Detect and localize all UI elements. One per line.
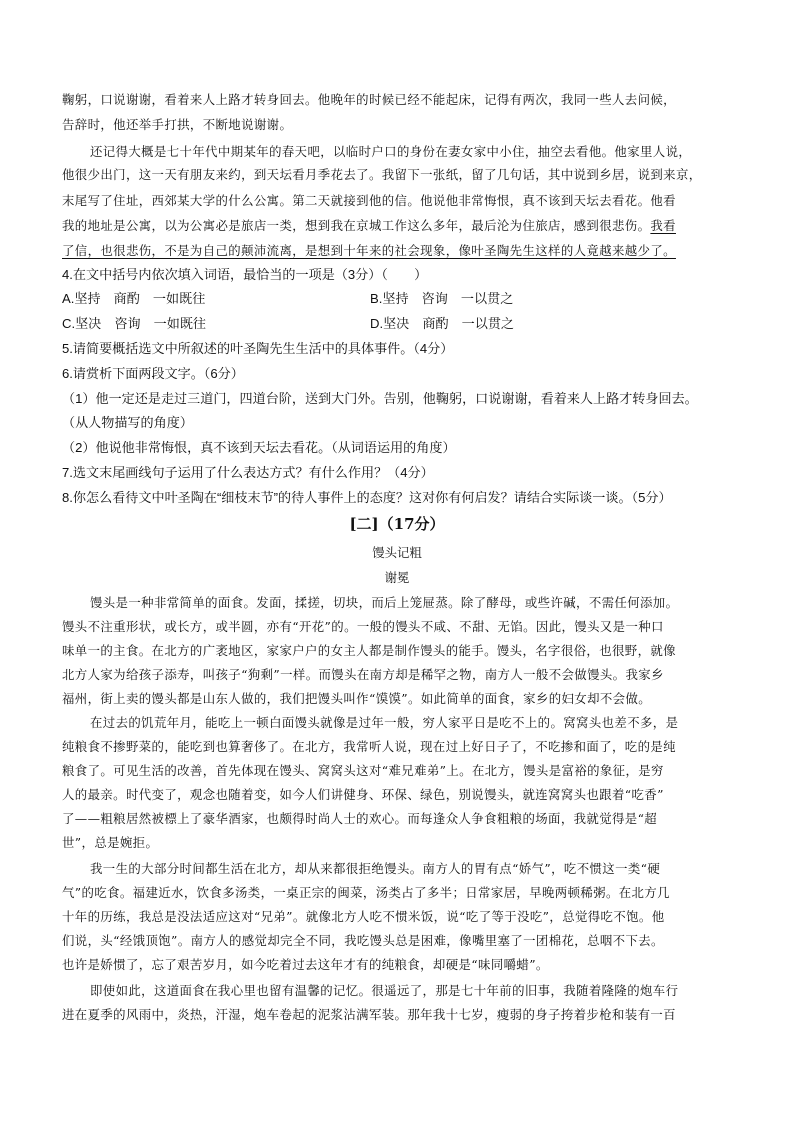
passage1-line: 还记得大概是七十年代中期某年的春天吧，以临时户口的身份在妻女家中小住，抽空去看他。他家里人说，: [90, 144, 692, 159]
passage1-line: 告辞时，他还举手打拱，不断地说谢谢。: [62, 117, 293, 132]
passage1-line: 末尾写了住址，西郊某大学的什么公寓。第二天就接到他的信。他说他非常悔恨，真不该到天坛去看花。他看: [62, 193, 676, 208]
passage2-line: 即使如此，这道面食在我心里也留有温馨的记忆。很遥远了，那是七十年前的旧事，我随着隆隆的炮车行: [90, 983, 679, 998]
passage1-line: [62, 215, 740, 237]
passage2-line: 在过去的饥荒年月，能吃上一顿白面馒头就像是过年一般，穷人家平日是吃不上的。窝窝头也差不多，是: [90, 715, 679, 730]
passage2-line: 粮食了。可见生活的改善，首先体现在馒头、窝窝头这对“难兄难弟”上。在北方，馒头是富裕的象征，是穷: [62, 763, 664, 778]
passage2-line: 馒头不注重形状，或长方，或半圆，亦有“开花”的。一般的馒头不咸、不甜、无馅。因此，馒头又是一种口: [62, 619, 664, 634]
passage2-line: 们说，头“经饿顶饱”。南方人的感觉却完全不同，我吃馒头总是困难，像嘴里塞了一团棉花，总咽不下去。: [62, 933, 664, 948]
option-c: C.坚决 咨询 一如既往: [62, 316, 207, 331]
passage2-line: 进在夏季的风雨中，炎热，汗湿，炮车卷起的泥浆沾满军装。那年我十七岁，瘦弱的身子挎着步枪和装有一百: [62, 1007, 676, 1022]
passage1-line: 他很少出门，这一天有朋友来约，到天坛看月季花去了。我留下一张纸，留了几句话，其中说到乡居，说到来京，: [62, 167, 702, 182]
passage2-line: 世”，总是婉拒。: [62, 835, 159, 850]
section-heading: [二]（17分）: [349, 515, 445, 533]
underlined-sentence: 我看: [650, 218, 676, 233]
question-6-item-1-note: （从人物描写的角度）: [62, 415, 193, 430]
underlined-sentence: 了信，也很悲伤，不是为自己的颠沛流离，是想到十年来的社会现象，像叶圣陶先生这样的人竟越来越少了。: [62, 243, 676, 258]
question-6: 6.请赏析下面两段文字。（6分）: [62, 366, 244, 381]
passage2-line: 了——粗粮居然被標上了豪华酒家，也颇得时尚人士的欢心。而每逢众人争食粗粮的场面，我就觉得是“超: [62, 811, 658, 826]
passage2-line: 我一生的大部分时间都生活在北方，却从来都很拒绝馒头。南方人的胃有点“娇气”，吃不惯这一类“硬: [90, 861, 661, 876]
question-8: 8.你怎么看待文中叶圣陶在“细枝末节”的待人事件上的态度？这对你有何启发？请结合实际谈一谈。（5分）: [62, 490, 672, 505]
passage1-line: 鞠躬，口说谢谢，看着来人上路才转身回去。他晚年的时候已经不能起床，记得有两次，我同一些人去问候，: [62, 92, 676, 107]
option-a: A.坚持 商酌 一如既往: [62, 291, 206, 306]
question-5: 5.请简要概括选文中所叙述的叶圣陶先生生活中的具体事件。（4分）: [62, 341, 454, 356]
passage2-line: 味单一的主食。在北方的广袤地区，家家户户的女主人都是制作馒头的能手。馒头，名字很俗，也很野，就像: [62, 643, 676, 658]
option-b: B.坚持 咨询 一以贯之: [370, 291, 514, 306]
passage2-line: 福州，街上卖的馒头都是山东人做的，我们把馒头叫作“馍馍”。如此简单的面食，家乡的妇女却不会做。: [62, 691, 652, 706]
passage2-line: 纯粮食不掺野菜的，能吃到也算奢侈了。在北方，我常听人说，现在过上好日子了，不吃掺和面了，吃的是纯: [62, 739, 676, 754]
passage2-line: 馒头是一种非常简单的面食。发面，揉搓，切块，而后上笼屉蒸。除了酵母，或些许碱，不需任何添加。: [90, 595, 679, 610]
passage2-line: 人的最亲。时代变了，观念也随着变，如今人们讲健身、环保、绿色，别说馒头，就连窝窝头也跟着“吃香”: [62, 787, 664, 802]
question-6-item-2: （2）他说他非常悔恨，真不该到天坛去看花。（从词语运用的角度）: [62, 440, 456, 455]
passage1-text: 我的地址是公寓，以为公寓必是旅店一类，想到我在京城工作这么多年，最后沦为住旅店，感到很悲伤。: [62, 218, 651, 233]
passage2-line: 十年的历练，我总是没法适应这对“兄弟”。就像北方人吃不惯米饭，说“吃了等于没吃”，总觉得吃不饱。他: [62, 909, 665, 924]
question-4: 4.在文中括号内依次填入词语，最恰当的一项是（3分）（ ）: [62, 267, 428, 282]
passage2-line: 北方人家为给孩子添寿，叫孩子“狗剩”一样。而馒头在南方却是稀罕之物，南方人一般不会做馒头。我家乡: [62, 667, 664, 682]
passage2-line: 也许是娇惯了，忘了艰苦岁月，如今吃着过去这年才有的纯粮食，却硬是“味同嚼蜡”。: [62, 957, 549, 972]
question-6-item-1: （1）他一定还是走过三道门，四道台阶，送到大门外。告别，他鞠躬，口说谢谢，看着来人上路才转身回去。: [62, 391, 698, 406]
article-title: 馒头记粗: [372, 545, 422, 560]
option-d: D.坚决 商酌 一以贯之: [370, 316, 515, 331]
passage2-line: 气”的吃食。福建近水，饮食多汤类，一桌正宗的闽菜，汤类占了多半；日常家居，早晚两顿稀粥。在北方几: [62, 885, 670, 900]
article-author: 谢冕: [384, 570, 410, 585]
question-7: 7.选文末尾画线句子运用了什么表达方式？有什么作用？（4分）: [62, 465, 434, 480]
